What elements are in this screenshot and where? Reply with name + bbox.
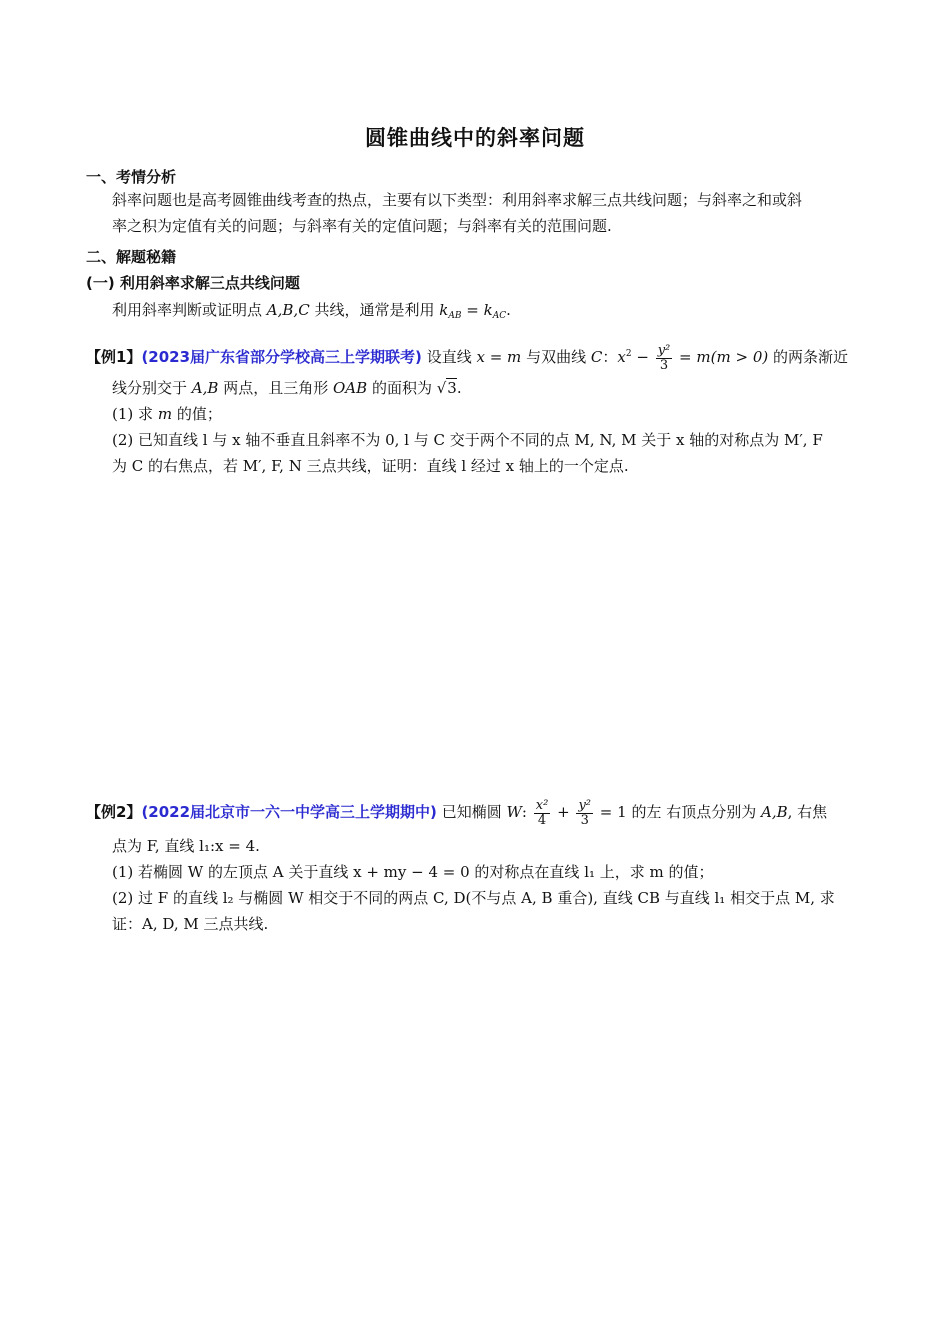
example-2-question-2-line-1: (2) 过 F 的直线 l₂ 与椭圆 W 相交于不同的两点 C, D(不与点 A, B 重合), 直线 CB 与直线 l₁ 相交于点 M, 求: [112, 889, 835, 907]
math-k: k: [439, 301, 449, 319]
example-source: (2022届北京市一六一中学高三上学期期中): [141, 803, 437, 821]
math-sqrt-value: 3: [447, 379, 457, 397]
math-equals: =: [466, 301, 479, 319]
math-expr: x: [617, 348, 626, 366]
section-heading-analysis: 一、考情分析: [86, 168, 177, 186]
math-expr: OAB: [333, 379, 368, 397]
math-points: A,B,C: [266, 301, 310, 319]
math-k: k: [483, 301, 493, 319]
text-span: 两点，且三角形: [223, 379, 329, 397]
page-title: 圆锥曲线中的斜率问题: [365, 126, 585, 150]
math-equals: =: [679, 348, 692, 366]
example-1-question-2-line-2: 为 C 的右焦点，若 M′, F, N 三点共线，证明：直线 l 经过 x 轴上的一个定点.: [112, 457, 629, 475]
example-tag: 【例2】: [86, 803, 142, 821]
math-plus: +: [557, 803, 570, 821]
text-span: 线分别交于: [112, 379, 188, 397]
math-fraction: [576, 799, 593, 828]
text-span: 的两条渐近: [773, 348, 849, 366]
math-sqrt-sign: √: [436, 379, 447, 397]
math-fraction: [656, 344, 673, 373]
text-span: 已知椭圆: [441, 803, 502, 821]
text-span: , 右焦: [787, 803, 828, 821]
math-subscript: AB: [448, 311, 462, 321]
math-period: .: [506, 301, 511, 319]
text-span: 利用斜率判断或证明点: [112, 301, 263, 319]
math-minus: −: [636, 348, 649, 366]
fraction-denominator: 3: [659, 357, 669, 373]
fraction-numerator: y²: [657, 342, 671, 358]
math-period: .: [456, 379, 462, 397]
math-superscript: 2: [625, 349, 632, 359]
math-expr: W: [506, 803, 522, 821]
math-expr: m: [157, 405, 173, 423]
math-expr: A,B: [191, 379, 219, 397]
math-fraction: [534, 799, 551, 828]
fraction-denominator: 3: [580, 812, 589, 828]
fraction-numerator: y²: [578, 797, 591, 813]
math-expr: = 1: [599, 803, 627, 821]
math-expr: C: [590, 348, 603, 366]
math-expr: A,B: [761, 803, 788, 821]
example-2-line-2: 点为 F, 直线 l₁:x = 4.: [112, 837, 260, 855]
example-2-question-2-line-2: 证：A, D, M 三点共线.: [112, 915, 269, 933]
text-span: :: [521, 803, 527, 821]
math-expr: m: [696, 348, 711, 366]
analysis-paragraph-line-2: 率之积为定值有关的问题；与斜率有关的定值问题；与斜率有关的范围问题.: [112, 217, 612, 235]
example-2-line-1: [86, 798, 876, 828]
text-span: ：: [602, 348, 618, 366]
math-subscript: AC: [492, 311, 507, 321]
analysis-paragraph-line-1: 斜率问题也是高考圆锥曲线考查的热点，主要有以下类型：利用斜率求解三点共线问题；与斜率之和或斜: [112, 191, 803, 209]
text-span: 共线，通常是利用: [314, 301, 435, 319]
example-2-question-1: (1) 若椭圆 W 的左顶点 A 关于直线 x + my − 4 = 0 的对称点在直线 l₁ 上，求 m 的值；: [112, 863, 714, 881]
text-span: 的面积为: [371, 379, 432, 397]
math-expr: x = m: [476, 348, 522, 366]
text-span: 设直线: [426, 348, 472, 366]
section-heading-secrets: 二、解题秘籍: [86, 248, 177, 266]
example-1-line-1: [86, 340, 876, 373]
example-tag: 【例1】: [86, 348, 142, 366]
fraction-numerator: x²: [535, 797, 549, 813]
example-source: (2023届广东省部分学校高三上学期联考): [141, 348, 422, 366]
example-1-question-2-line-1: (2) 已知直线 l 与 x 轴不垂直且斜率不为 0, l 与 C 交于两个不同的点 M, N, M 关于 x 轴的对称点为 M′, F: [112, 431, 823, 449]
math-expr: (m > 0): [710, 348, 769, 366]
text-span: (1) 求: [112, 405, 154, 423]
subsection-heading-collinear: (一) 利用斜率求解三点共线问题: [86, 274, 300, 292]
collinear-paragraph: [112, 296, 872, 330]
example-1-line-2: [112, 374, 872, 402]
fraction-denominator: 4: [537, 812, 547, 828]
example-1-question-1: [112, 400, 872, 428]
text-span: 的左 右顶点分别为: [631, 803, 757, 821]
text-span: 的值；: [176, 405, 222, 423]
text-span: 与双曲线: [526, 348, 587, 366]
